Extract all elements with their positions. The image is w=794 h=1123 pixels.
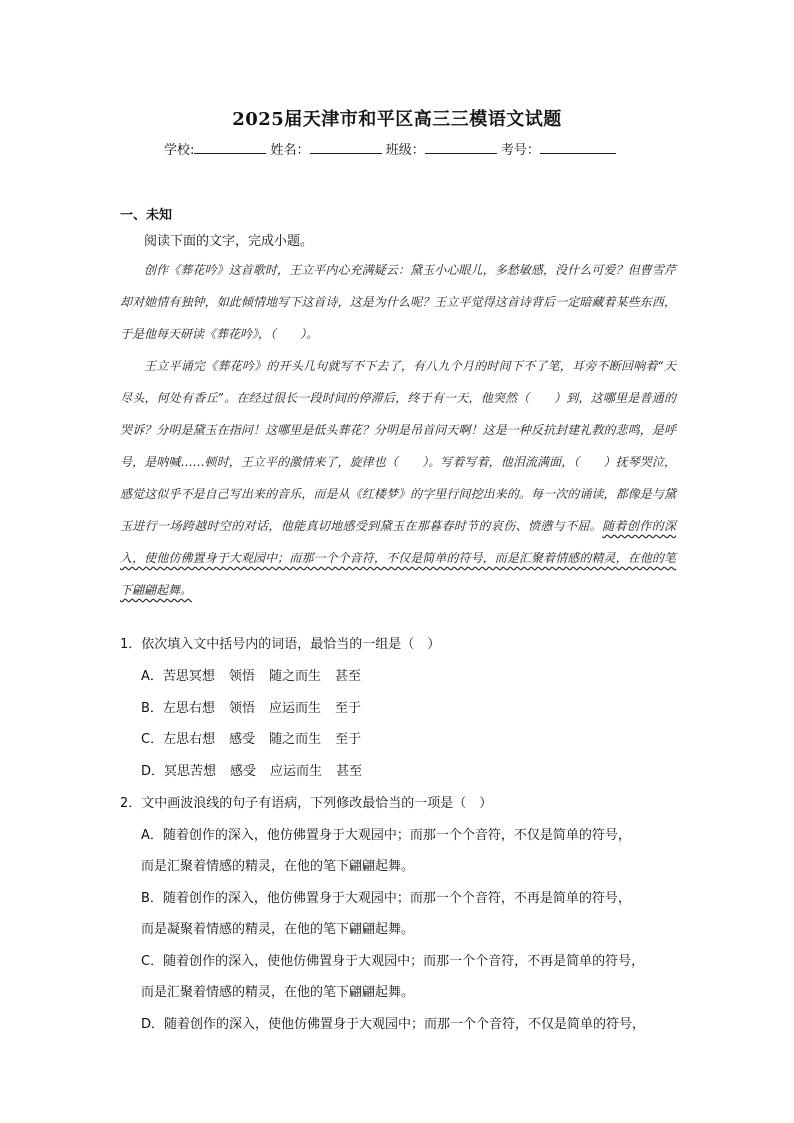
passage-paragraph-1: 创作《葬花吟》这首歌时，王立平内心充满疑云：黛玉小心眼儿，多愁敏感，没什么可爱？但曹雪芹却对她情有独钟，如此倾情地写下这首诗，这是为什么呢？王立平觉得这首诗背后一定暗藏着某些东西，于是他每天研读《葬花吟》，（ ）。 bbox=[120, 263, 676, 341]
option-word: 冥思苦想 bbox=[164, 764, 217, 779]
option-word: 苦思冥想 bbox=[162, 669, 215, 684]
option-word: 领悟 bbox=[228, 701, 255, 716]
option-word: 至于 bbox=[334, 701, 361, 716]
question-2-option-a-line-2: 而是汇聚着情感的精灵，在他的笔下翩翩起舞。 bbox=[141, 859, 415, 874]
option-label: D． bbox=[141, 764, 165, 779]
number-blank[interactable] bbox=[540, 140, 616, 154]
option-label: B． bbox=[141, 701, 163, 716]
question-2-option-b-line-2: 而是凝聚着情感的精灵，在他的笔下翩翩起舞。 bbox=[141, 922, 415, 937]
question-1-option-a[interactable] bbox=[141, 665, 375, 684]
question-2-option-d-line-1[interactable]: D．随着创作的深入，使他仿佛置身于大观园中；而那一个个音符，不仅是简单的符号， bbox=[141, 1017, 646, 1032]
school-blank[interactable] bbox=[194, 140, 266, 154]
option-word: 感受 bbox=[229, 732, 256, 747]
passage-paragraph-2 bbox=[120, 350, 676, 606]
question-1-option-d[interactable] bbox=[141, 760, 376, 779]
question-2-option-c-line-2: 而是汇聚着情感的精灵，在他的笔下翩翩起舞。 bbox=[141, 985, 415, 1000]
wavy-underlined-sentence: 随着创作的深入，使他仿佛置身于大观园中；而那一个个音符，不仅是简单的符号，而是汇聚着情感的精灵，在他的笔下翩翩起舞。 bbox=[120, 519, 676, 597]
option-word: 至于 bbox=[335, 732, 362, 747]
option-word: 左思右想 bbox=[162, 701, 215, 716]
number-label: 考号： bbox=[500, 143, 540, 158]
passage-paragraph-2-text: 王立平诵完《葬花吟》的开头几句就写不下去了，有八九个月的时间下不了笔，耳旁不断回响着“天尽头，何处有香丘”。在经过很长一段时间的停滞后，终于有一天，他突然（ ）到，这哪里是普通的哭诉？分明是黛玉在指问！这哪里是低头葬花？分明是吊首问天啊！这是一种反抗封建礼教的悲鸣，是呼号，是呐喊……顿时，王立平的激情来了，旋律也（ ）。写着写着，他泪流满面，（ ）抚琴哭泣，感觉这似乎不是自己写出来的音乐，而是从《红楼梦》的字里行间挖出来的。每一次的诵读，都像是与黛玉进行一场跨越时空的对话，他能真切地感受到黛玉在那暮春时节的哀伤、愤懑与不屈。 bbox=[120, 359, 676, 533]
option-word: 应运而生 bbox=[268, 701, 321, 716]
option-label: C． bbox=[141, 732, 164, 747]
question-2-option-b-line-1[interactable]: B．随着创作的深入，他仿佛置身于大观园中；而那一个个音符，不再是简单的符号， bbox=[141, 891, 631, 906]
option-word: 应运而生 bbox=[270, 764, 323, 779]
page-title: 2025届天津市和平区高三三模语文试题 bbox=[232, 109, 562, 130]
class-label: 班级： bbox=[385, 143, 425, 158]
name-blank[interactable] bbox=[310, 140, 382, 154]
option-label: A． bbox=[141, 669, 163, 684]
class-blank[interactable] bbox=[425, 140, 497, 154]
option-word: 甚至 bbox=[334, 669, 361, 684]
student-info-line bbox=[164, 139, 616, 158]
reading-instruction: 阅读下面的文字，完成小题。 bbox=[144, 234, 314, 249]
option-word: 左思右想 bbox=[163, 732, 216, 747]
question-2-option-c-line-1[interactable]: C．随着创作的深入，使他仿佛置身于大观园中；而那一个个音符，不再是简单的符号， bbox=[141, 954, 645, 969]
option-word: 感受 bbox=[230, 764, 257, 779]
question-1-stem: 1．依次填入文中括号内的词语，最恰当的一组是（ ） bbox=[120, 637, 441, 652]
option-word: 甚至 bbox=[336, 764, 363, 779]
question-1-option-b[interactable] bbox=[141, 697, 375, 716]
option-word: 随之而生 bbox=[269, 732, 322, 747]
question-1-option-c[interactable] bbox=[141, 728, 375, 747]
question-2-option-a-line-1[interactable]: A．随着创作的深入，他仿佛置身于大观园中；而那一个个音符，不仅是简单的符号， bbox=[141, 828, 631, 843]
school-label: 学校: bbox=[164, 143, 195, 158]
option-word: 随之而生 bbox=[268, 669, 321, 684]
reading-passage bbox=[120, 254, 676, 606]
option-word: 领悟 bbox=[228, 669, 255, 684]
question-2-stem: 2．文中画波浪线的句子有语病，下列修改最恰当的一项是（ ） bbox=[120, 796, 493, 811]
name-label: 姓名： bbox=[270, 143, 310, 158]
section-heading: 一、未知 bbox=[120, 208, 173, 223]
